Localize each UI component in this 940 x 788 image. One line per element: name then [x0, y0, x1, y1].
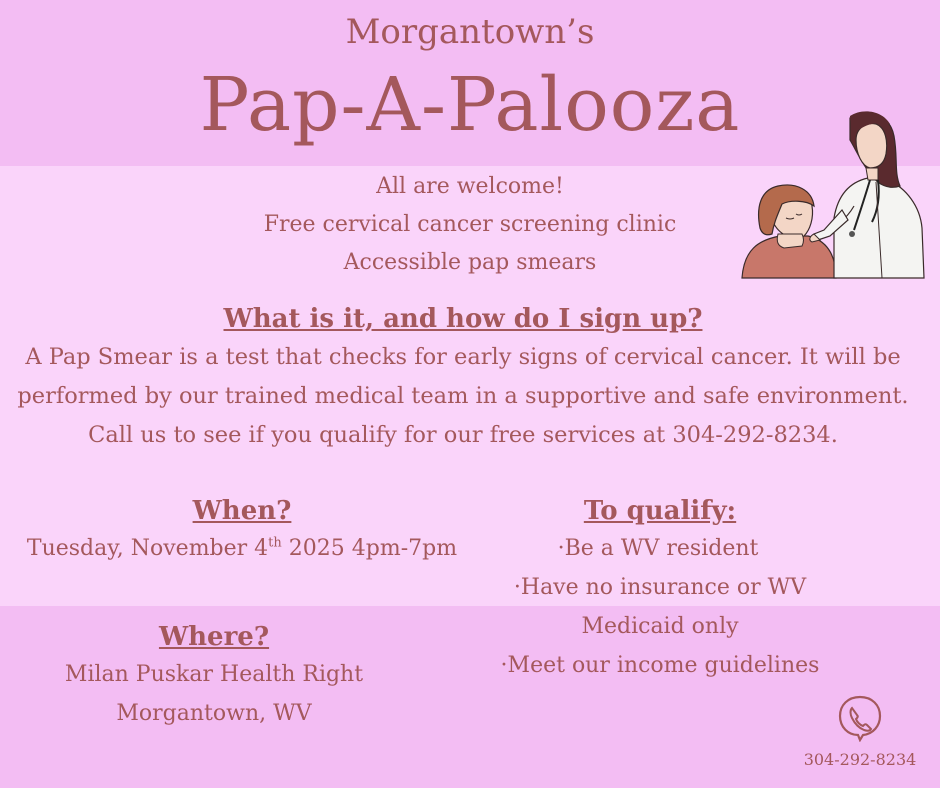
location-name: Milan Puskar Health Right — [64, 662, 364, 687]
qualify-item: ·Have no insurance or WV — [513, 575, 807, 600]
doctor-patient-illustration — [738, 110, 928, 282]
header-kicker: Morgantown’s — [345, 12, 595, 52]
qualify-item: Medicaid only — [581, 614, 739, 639]
qualify-item: ·Be a WV resident — [557, 536, 759, 561]
faq-paragraph-line: A Pap Smear is a test that checks for early signs of cervical cancer. It will be — [25, 344, 901, 370]
phone-icon[interactable] — [836, 694, 884, 742]
event-date-ordinal: th — [268, 535, 282, 551]
event-date-time: 2025 4pm-7pm — [281, 536, 458, 561]
faq-heading: What is it, and how do I sign up? — [223, 304, 703, 334]
qualify-heading: To qualify: — [583, 496, 737, 526]
when-heading: When? — [192, 496, 292, 526]
event-date-prefix: Tuesday, November 4 — [26, 536, 269, 561]
event-date — [12, 536, 472, 561]
page-title: Pap-A-Palooza — [199, 62, 741, 148]
intro-line-welcome: All are welcome! — [376, 174, 564, 199]
faq-paragraph-line: Call us to see if you qualify for our free services at 304-292-8234. — [88, 422, 838, 448]
where-heading: Where? — [158, 622, 270, 652]
contact-phone[interactable]: 304-292-8234 — [803, 750, 917, 769]
intro-line-accessible: Accessible pap smears — [343, 250, 597, 275]
faq-paragraph-line: performed by our trained medical team in a supportive and safe environment. — [17, 383, 909, 409]
intro-line-clinic: Free cervical cancer screening clinic — [263, 212, 677, 237]
location-city: Morgantown, WV — [116, 701, 312, 726]
qualify-item: ·Meet our income guidelines — [500, 653, 820, 678]
